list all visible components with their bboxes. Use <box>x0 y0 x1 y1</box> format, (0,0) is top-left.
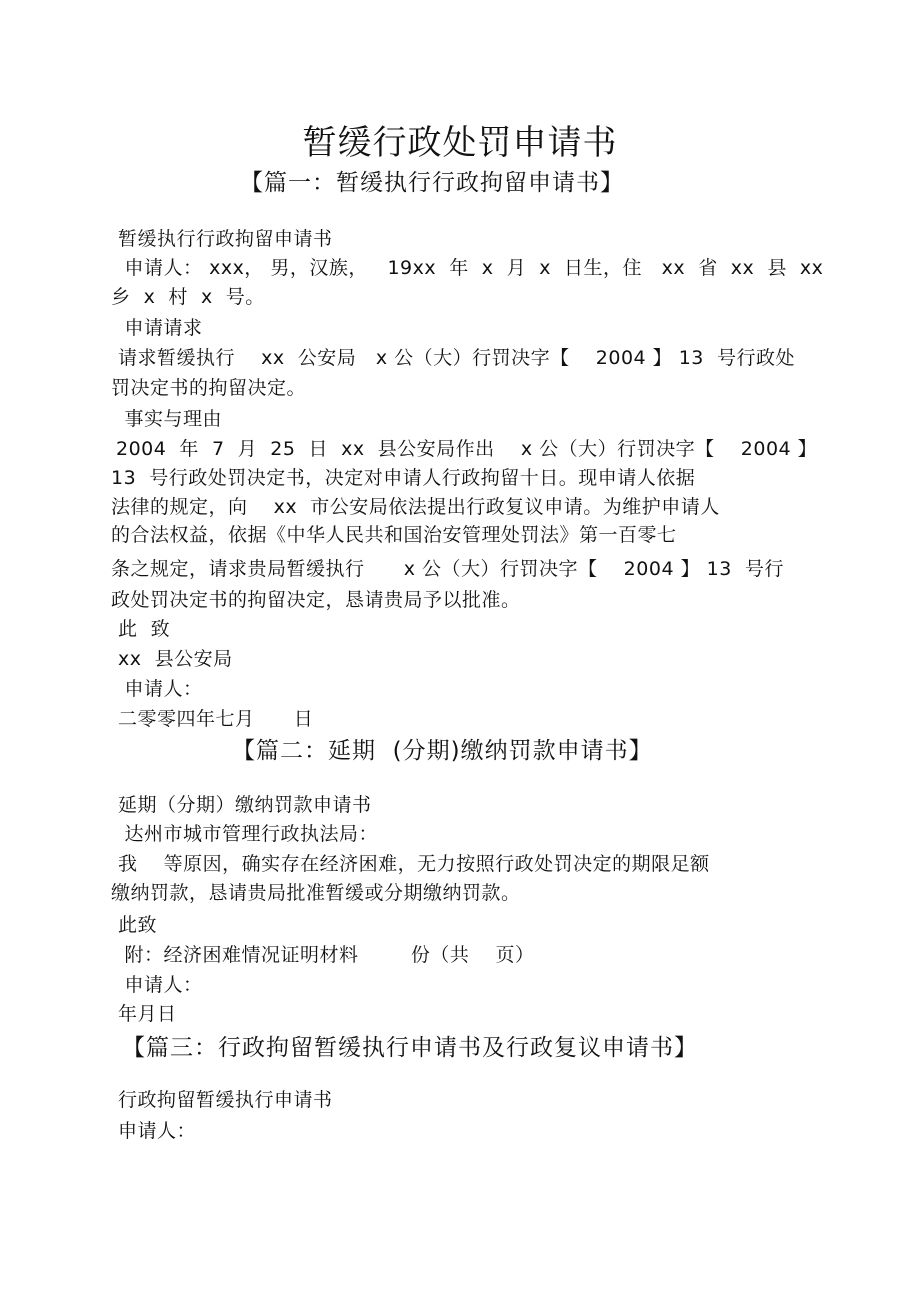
section-1-line: 法律的规定，向 xx 市公安局依法提出行政复议申请。为维护申请人 <box>111 496 720 518</box>
section-2-heading: 【篇二：延期 (分期)缴纳罚款申请书】 <box>232 738 653 764</box>
section-1-line: 13 号行政处罚决定书，决定对申请人行政拘留十日。现申请人依据 <box>111 467 696 489</box>
section-2-line: 附：经济困难情况证明材料 份（共 页） <box>118 944 535 966</box>
section-1-line: 申请人： <box>118 678 203 700</box>
section-1-line: 政处罚决定书的拘留决定，恳请贵局予以批准。 <box>111 589 521 611</box>
section-1-line: 请求暂缓执行 xx 公安局 x 公（大）行罚决字【 2004 】 13 号行政处 <box>118 347 795 369</box>
section-3-line: 申请人： <box>118 1120 197 1142</box>
section-2-line: 缴纳罚款，恳请贵局批准暂缓或分期缴纳罚款。 <box>111 882 521 904</box>
section-1-line: 2004 年 7 月 25 日 xx 县公安局作出 x 公（大）行罚决字【 2004 】 <box>116 438 818 460</box>
section-1-line: 事实与理由 <box>118 408 223 430</box>
section-1-line: 暂缓执行行政拘留申请书 <box>118 228 333 250</box>
section-1-line: 申请人： xxx， 男，汉族， 19xx 年 x 月 x 日生，住 xx 省 xx 县 xx <box>118 257 824 279</box>
section-1-line: 乡 x 村 x 号。 <box>111 286 265 308</box>
document-title: 暂缓行政处罚申请书 <box>302 123 618 163</box>
section-1-heading: 【篇一：暂缓执行行政拘留申请书】 <box>240 170 624 196</box>
section-3-heading: 【篇三：行政拘留暂缓执行申请书及行政复议申请书】 <box>122 1035 698 1061</box>
section-2-line: 达州市城市管理行政执法局： <box>118 823 379 845</box>
section-2-line: 申请人： <box>118 974 203 996</box>
section-2-line: 此致 <box>118 914 158 936</box>
section-1-line: xx 县公安局 <box>118 648 233 670</box>
section-2-line: 我 等原因，确实存在经济困难，无力按照行政处罚决定的期限足额 <box>118 853 710 875</box>
section-3-line: 行政拘留暂缓执行申请书 <box>118 1089 333 1111</box>
section-1-line: 条之规定，请求贵局暂缓执行 x 公（大）行罚决字【 2004 】 13 号行 <box>111 558 784 580</box>
section-1-line: 罚决定书的拘留决定。 <box>111 377 307 399</box>
section-1-line: 申请请求 <box>118 317 203 339</box>
section-1-line: 此 致 <box>118 618 171 640</box>
section-1-line: 二零零四年七月 日 <box>118 708 314 730</box>
section-1-line: 的合法权益，依据《中华人民共和国治安管理处罚法》第一百零七 <box>111 524 677 546</box>
section-2-line: 延期（分期）缴纳罚款申请书 <box>118 794 372 816</box>
section-2-line: 年月日 <box>118 1003 177 1025</box>
